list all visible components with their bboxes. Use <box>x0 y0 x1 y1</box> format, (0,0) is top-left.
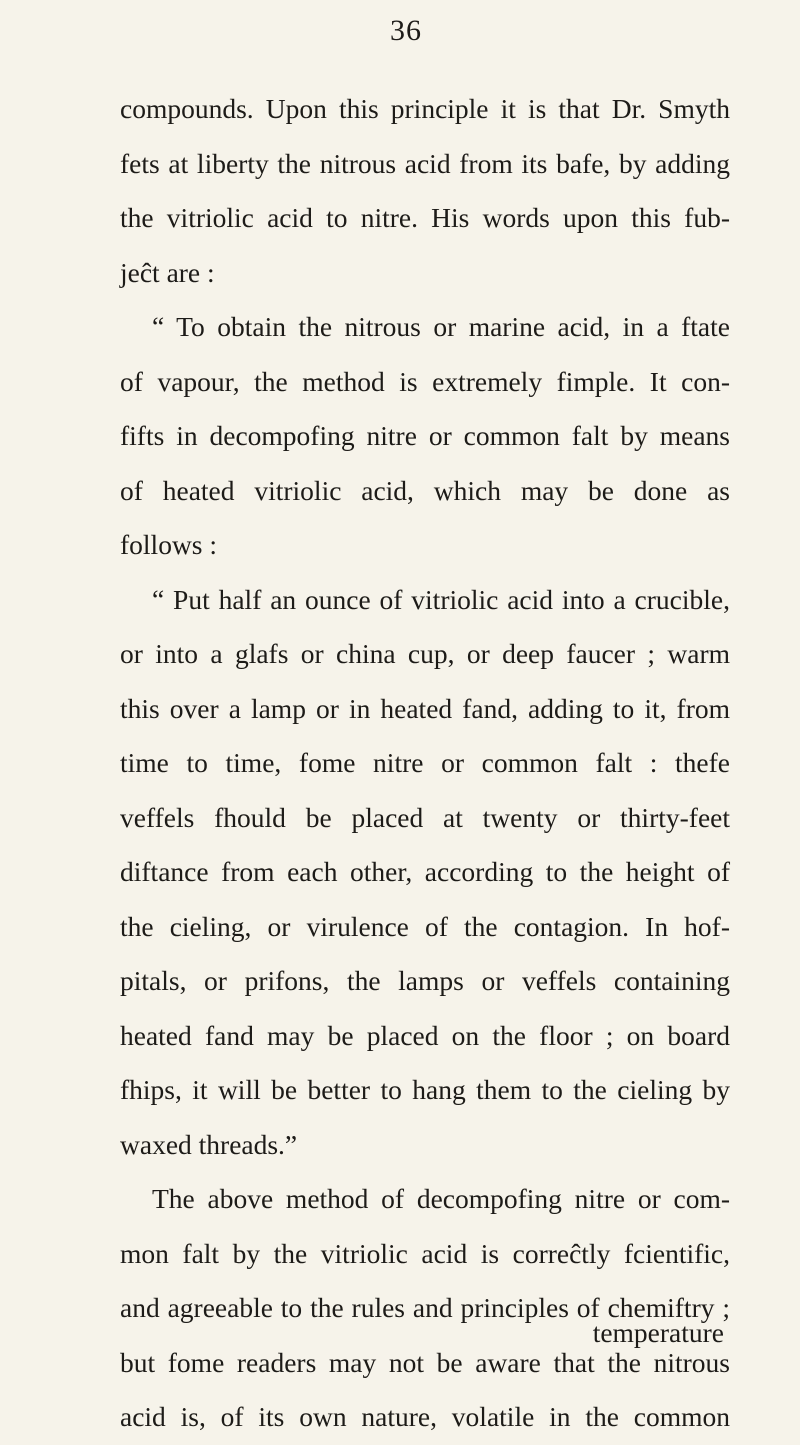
text-line: pitals, or prifons, the lamps or veffels containing <box>120 965 730 996</box>
catchword: temperature <box>592 1317 724 1348</box>
text-line: fifts in decompofing nitre or common falt by means <box>120 420 730 451</box>
text-line: “ To obtain the nitrous or marine acid, in a ftate <box>152 311 730 342</box>
text-line: acid is, of its own nature, volatile in the common <box>120 1401 730 1432</box>
text-line: “ Put half an ounce of vitriolic acid into a crucible, <box>152 583 730 615</box>
text-line: follows : <box>120 529 218 560</box>
text-line: the vitriolic acid to nitre. His words upon this fub- <box>120 202 730 233</box>
text-line: of heated vitriolic acid, which may be done as <box>120 474 730 506</box>
text-line: and agreeable to the rules and principles of chemiftry ; <box>120 1292 730 1323</box>
page-number: 36 <box>390 14 422 47</box>
body-text <box>120 82 730 1445</box>
text-line: veffels fhould be placed at twenty or thirty-feet <box>120 801 730 833</box>
text-line: this over a lamp or in heated fand, adding to it, from <box>120 692 730 724</box>
text-line: The above method of decompofing nitre or com- <box>152 1183 730 1214</box>
text-line: fets at liberty the nitrous acid from its bafe, by adding <box>120 147 730 179</box>
text-line: or into a glafs or china cup, or deep faucer ; warm <box>120 638 730 669</box>
text-line: compounds. Upon this principle it is that Dr. Smyth <box>120 93 730 124</box>
text-line: the cieling, or virulence of the contagion. In hof- <box>120 910 730 942</box>
text-line: fhips, it will be better to hang them to the cieling by <box>120 1074 730 1105</box>
text-line: heated fand may be placed on the floor ; on board <box>120 1019 730 1051</box>
text-line: of vapour, the method is extremely fimple. It con- <box>120 365 730 397</box>
text-line: but fome readers may not be aware that the nitrous <box>120 1346 730 1378</box>
text-line: mon falt by the vitriolic acid is correĉtly fcientific, <box>120 1237 730 1269</box>
text-line: waxed threads.” <box>120 1128 298 1160</box>
text-line: jeĉt are : <box>120 256 215 288</box>
text-line: diftance from each other, according to the height of <box>120 856 730 887</box>
text-line: time to time, fome nitre or common falt : thefe <box>120 747 730 778</box>
